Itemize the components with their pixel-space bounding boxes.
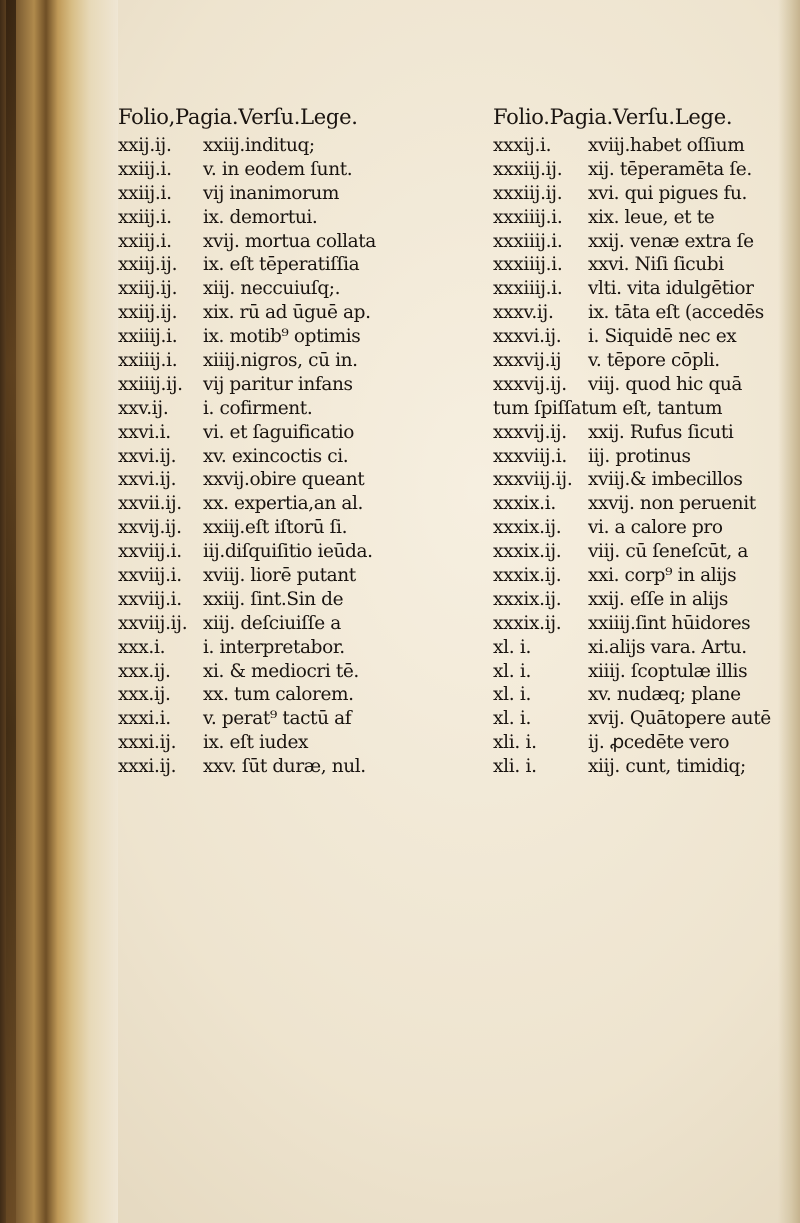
index-text: xi. & mediocri tē. — [203, 660, 359, 682]
left-column-rows — [118, 134, 483, 779]
index-text: xv. nudæq; plane — [588, 684, 741, 706]
index-row — [493, 731, 793, 755]
index-text: ix. eſt iudex — [203, 732, 309, 754]
index-reference: xxx.i. — [118, 636, 166, 658]
left-column — [118, 100, 483, 779]
index-reference: xli. i. — [493, 732, 537, 754]
left-column-header: Folio,Pagia.Verſu.Lege. — [118, 105, 358, 129]
index-row — [118, 397, 483, 421]
index-reference: xxxi.i. — [118, 708, 171, 730]
index-text: v. tēpore cōpli. — [588, 350, 720, 372]
index-text: xxiij.indituq; — [203, 135, 315, 156]
index-text: v. perat⁹ tactū af — [203, 708, 352, 730]
index-reference: xxiij.ij. — [118, 254, 178, 276]
index-row — [493, 325, 793, 349]
index-reference: xl. i. — [493, 684, 532, 706]
index-text: xx. expertia,an al. — [203, 493, 363, 515]
index-reference: xxxi.ij. — [118, 732, 177, 754]
index-reference: xxxi.ij. — [118, 756, 177, 778]
index-text: i. Siquidē nec ex — [588, 326, 737, 348]
index-text: tum ſpiſſatum eſt, tantum — [493, 397, 723, 419]
index-row — [118, 564, 483, 588]
index-text: xiij. deſciuiſſe a — [203, 612, 341, 634]
index-reference: xl. i. — [493, 708, 532, 730]
index-text: xviij.habet oſſium — [588, 135, 745, 156]
index-reference: xxiij.i. — [118, 182, 172, 204]
index-row — [118, 230, 483, 254]
index-text: vlti. vita idulgētior — [588, 278, 754, 300]
index-reference: xxij.ij. — [118, 135, 172, 156]
index-text: xvij. mortua collata — [203, 230, 376, 252]
index-row — [493, 421, 793, 445]
index-text: xviij. liorē putant — [203, 565, 356, 587]
index-text: v. in eodem ſunt. — [203, 158, 353, 180]
index-reference: xxxiij.ij. — [493, 182, 563, 204]
index-row — [118, 421, 483, 445]
index-row — [118, 373, 483, 397]
index-row — [118, 636, 483, 660]
index-reference: xxx.ij. — [118, 684, 171, 706]
index-row — [493, 588, 793, 612]
index-text: xxiij.eſt iſtorū ſi. — [203, 517, 348, 539]
index-text: xiij. neccuiuſq;. — [203, 278, 341, 300]
index-row — [118, 492, 483, 516]
index-reference: xxvi.i. — [118, 421, 171, 443]
index-row — [493, 134, 793, 158]
index-row — [493, 277, 793, 301]
index-row — [493, 707, 793, 731]
index-row — [118, 707, 483, 731]
index-text: i. interpretabor. — [203, 636, 345, 658]
index-text: ix. demortui. — [203, 206, 318, 228]
index-reference: xxiij.i. — [118, 206, 172, 228]
index-reference: xxxiiij.i. — [493, 278, 563, 300]
index-row — [493, 158, 793, 182]
index-row — [493, 564, 793, 588]
index-reference: xxxix.ij. — [493, 541, 562, 563]
index-reference: xxxix.i. — [493, 493, 556, 515]
index-row — [118, 349, 483, 373]
right-column — [493, 100, 793, 779]
index-reference: xxxvi.ij. — [493, 326, 562, 348]
right-column-header: Folio.Pagia.Verſu.Lege. — [493, 105, 733, 129]
index-row — [493, 445, 793, 469]
index-reference: xxvii.ij. — [118, 493, 182, 515]
index-row — [493, 397, 793, 421]
index-row — [493, 636, 793, 660]
index-row — [118, 325, 483, 349]
index-text: xi.alijs vara. Artu. — [588, 636, 747, 658]
index-text: xiiij.nigros, cū in. — [203, 350, 358, 372]
index-reference: xxxix.ij. — [493, 565, 562, 587]
index-row — [493, 230, 793, 254]
index-reference: xxxv.ij. — [493, 302, 554, 324]
index-reference: xxxix.ij. — [493, 612, 562, 634]
index-row — [118, 468, 483, 492]
index-text: xxvij.obire queant — [203, 469, 365, 491]
index-row — [118, 660, 483, 684]
index-text: xix. leue, et te — [588, 206, 715, 228]
index-reference: xxvi.ij. — [118, 445, 177, 467]
index-row — [493, 253, 793, 277]
index-text: xxi. corp⁹ in alijs — [588, 565, 737, 587]
index-reference: xl. i. — [493, 660, 532, 682]
index-text: viij. cū ſeneſcūt, a — [588, 541, 748, 563]
index-reference: xxxiij.ij. — [493, 158, 563, 180]
index-text: iij. protinus — [588, 445, 691, 467]
index-text: vij paritur infans — [203, 373, 353, 395]
index-reference: xxviij.i. — [118, 541, 182, 563]
index-row — [493, 492, 793, 516]
index-text: xxv. ſūt duræ, nul. — [203, 756, 366, 778]
index-reference: xxiij.i. — [118, 230, 172, 252]
index-reference: xl. i. — [493, 636, 532, 658]
index-row — [493, 182, 793, 206]
index-row — [118, 612, 483, 636]
index-reference: xxv.ij. — [118, 397, 169, 419]
index-text: xiiij. ſcoptulæ illis — [588, 660, 748, 682]
index-row — [118, 301, 483, 325]
index-reference: xxviij.ij. — [118, 612, 188, 634]
index-row — [493, 206, 793, 230]
index-text: vij inanimorum — [203, 182, 340, 204]
index-row — [493, 660, 793, 684]
index-text: ix. eſt tēperatiſſia — [203, 254, 360, 276]
index-row — [493, 540, 793, 564]
index-text: ix. tāta eſt (accedēs — [588, 302, 764, 324]
index-reference: xxiij.ij. — [118, 278, 178, 300]
index-row — [118, 755, 483, 779]
index-text: xxij. Rufus ſicuti — [588, 421, 734, 443]
index-reference: xli. i. — [493, 756, 537, 778]
index-reference: xxxiiij.i. — [493, 254, 563, 276]
index-reference: xxxiiij.i. — [493, 206, 563, 228]
index-reference: xxiij.i. — [118, 158, 172, 180]
index-row — [118, 731, 483, 755]
index-text: xxiiij.ſint hūidores — [588, 612, 751, 634]
index-row — [493, 683, 793, 707]
index-row — [493, 468, 793, 492]
index-reference: xxiiij.i. — [118, 350, 178, 372]
index-row — [118, 516, 483, 540]
index-text: xviij.& imbecillos — [588, 469, 743, 491]
index-reference: xxviij.i. — [118, 565, 182, 587]
index-reference: xxiiij.i. — [118, 326, 178, 348]
index-text: xxiij. ſint.Sin de — [203, 588, 344, 610]
index-row — [493, 301, 793, 325]
index-row — [118, 683, 483, 707]
index-row — [118, 277, 483, 301]
index-text: xxij. venæ extra ſe — [588, 230, 754, 252]
index-reference: xxvij.ij. — [118, 517, 182, 539]
index-reference: xxxiiij.i. — [493, 230, 563, 252]
index-text: xvij. Quātopere autē — [588, 708, 771, 730]
index-reference: xxiij.ij. — [118, 302, 178, 324]
index-reference: xxxviij.ij. — [493, 469, 573, 491]
index-text: xij. tēperamēta ſe. — [588, 158, 752, 180]
index-text: xxvij. non peruenit — [588, 493, 756, 515]
spine-stripe — [6, 0, 16, 1223]
index-reference: xxx.ij. — [118, 660, 171, 682]
index-text: xix. rū ad ūguē ap. — [203, 302, 371, 324]
index-reference: xxxix.ij. — [493, 517, 562, 539]
index-row — [118, 540, 483, 564]
index-text: xv. exincoctis ci. — [203, 445, 349, 467]
index-text: i. cofirment. — [203, 397, 313, 419]
index-reference: xxxvij.ij. — [493, 421, 567, 443]
index-text: ij. ꝓcedēte vero — [588, 732, 730, 754]
index-text: xiij. cunt, timidiq; — [588, 756, 746, 778]
index-row — [493, 349, 793, 373]
index-row — [118, 445, 483, 469]
index-row — [493, 373, 793, 397]
index-text: iij.diſquiſitio ieūda. — [203, 541, 373, 563]
index-text: vi. a calore pro — [588, 517, 723, 539]
index-reference: xxiiij.ij. — [118, 373, 183, 395]
index-row — [118, 253, 483, 277]
index-text: xxvi. Niſi ſicubi — [588, 254, 724, 276]
index-text: ix. motib⁹ optimis — [203, 326, 361, 348]
index-row — [493, 755, 793, 779]
index-reference: xxxviij.i. — [493, 445, 567, 467]
index-reference: xxxvij.ij. — [493, 373, 567, 395]
index-text: xxij. eſſe in alijs — [588, 588, 728, 610]
index-text: viij. quod hic quā — [588, 373, 743, 395]
index-row — [493, 612, 793, 636]
index-text: xvi. qui pigues fu. — [588, 182, 747, 204]
index-row — [493, 516, 793, 540]
index-row — [118, 588, 483, 612]
index-reference: xxxij.i. — [493, 135, 552, 156]
index-row — [118, 182, 483, 206]
index-row — [118, 134, 483, 158]
index-text: vi. et ſaguificatio — [203, 421, 354, 443]
index-reference: xxviij.i. — [118, 588, 182, 610]
right-column-rows — [493, 134, 793, 779]
index-reference: xxxvij.ij — [493, 350, 562, 372]
index-row — [118, 158, 483, 182]
index-text: xx. tum calorem. — [203, 684, 354, 706]
index-reference: xxvi.ij. — [118, 469, 177, 491]
index-reference: xxxix.ij. — [493, 588, 562, 610]
book-spine — [0, 0, 118, 1223]
index-row — [118, 206, 483, 230]
